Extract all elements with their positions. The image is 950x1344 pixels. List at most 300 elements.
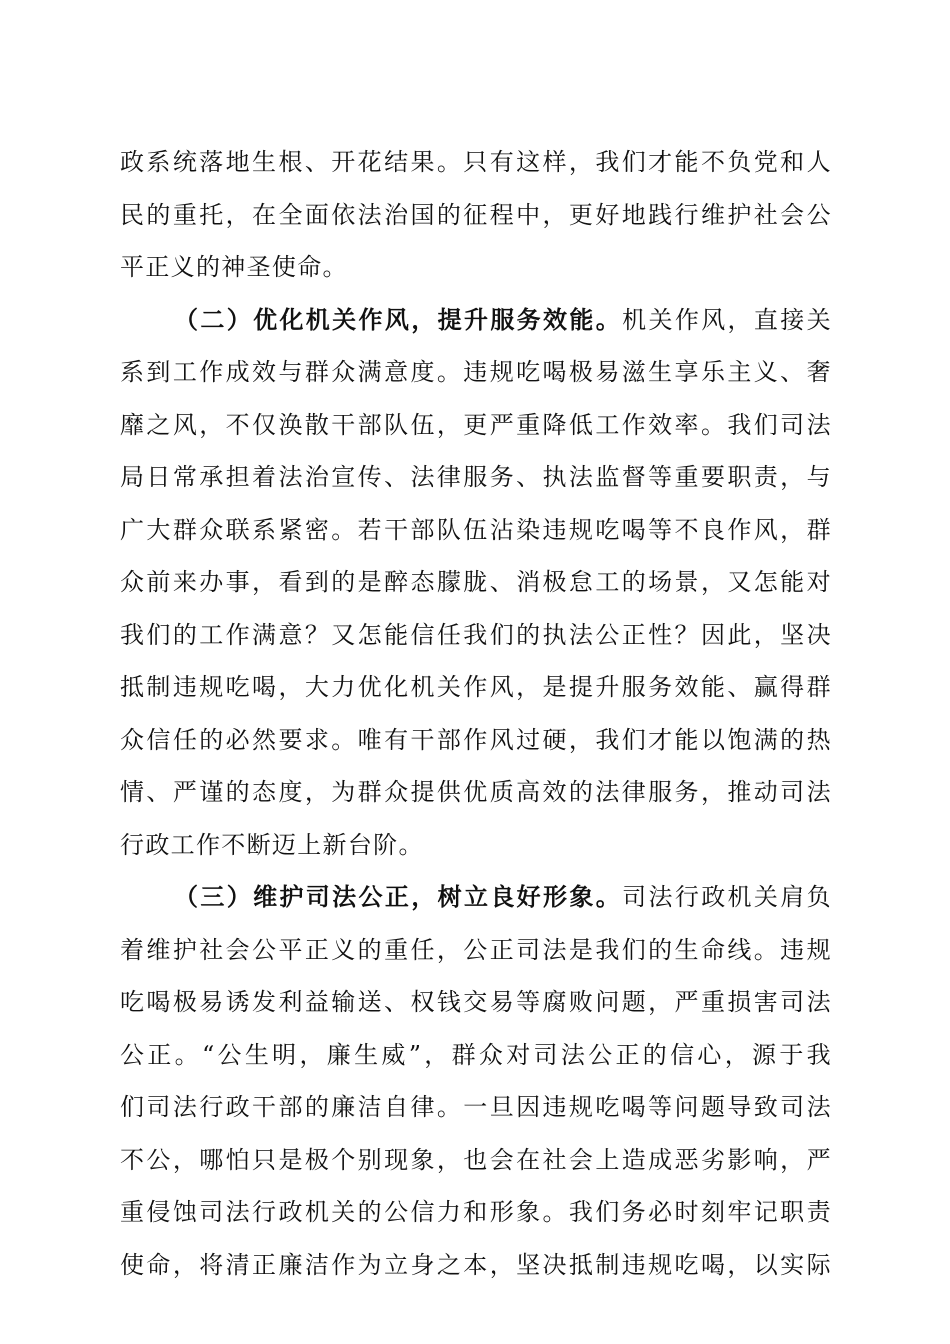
text-char: ， xyxy=(780,463,806,491)
text-char: 是 xyxy=(542,673,568,701)
text-char: 常 xyxy=(172,463,199,491)
text-char: 联 xyxy=(225,515,251,544)
text-char: 干 xyxy=(252,1093,278,1121)
text-char: 严 xyxy=(489,410,515,439)
text-char: 在 xyxy=(252,200,278,229)
text-char: 升 xyxy=(595,673,621,701)
text-char: 风 xyxy=(701,305,727,334)
text-char: 群 xyxy=(806,515,832,544)
text-char: ， xyxy=(753,620,780,649)
text-char: 。 xyxy=(700,410,727,439)
text-char: 正 xyxy=(145,253,171,281)
text-char: 涣 xyxy=(278,410,304,439)
text-char: 乐 xyxy=(700,358,727,386)
text-char: 肩 xyxy=(780,883,806,911)
text-char: 心 xyxy=(697,1040,723,1069)
heading-char: 良 xyxy=(490,882,516,911)
text-char: 我 xyxy=(806,1040,832,1069)
text-char: 极 xyxy=(172,988,199,1016)
text-char: 来 xyxy=(172,568,199,596)
text-char: 害 xyxy=(753,988,780,1016)
text-char: 、 xyxy=(384,988,410,1016)
text-char: 等 xyxy=(648,463,674,491)
text-char: 易 xyxy=(489,988,515,1016)
text-char: 旦 xyxy=(489,1093,515,1121)
text-char: 这 xyxy=(516,148,542,176)
text-char: 使 xyxy=(271,253,298,281)
text-char: 部 xyxy=(436,725,463,754)
text-line xyxy=(120,714,832,767)
text-char: 关 xyxy=(806,305,832,334)
text-char: 事 xyxy=(225,568,251,596)
text-char: 地 xyxy=(225,148,251,176)
text-char: 正 xyxy=(489,935,515,964)
text-char: 会 xyxy=(568,1145,595,1174)
text-char: 征 xyxy=(463,200,489,229)
text-char: 国 xyxy=(410,200,436,229)
text-char: ， xyxy=(424,1040,450,1069)
text-char: 法 xyxy=(806,988,832,1016)
text-char: 法 xyxy=(357,200,383,229)
text-char: 承 xyxy=(199,463,225,491)
text-char: 本 xyxy=(463,1250,489,1279)
text-char: 断 xyxy=(246,830,272,859)
text-char: 任 xyxy=(172,725,199,754)
text-char: 群 xyxy=(451,1040,477,1069)
text-char: 之 xyxy=(146,410,172,439)
text-char: 正 xyxy=(147,1040,173,1069)
heading-char: ） xyxy=(226,882,253,911)
text-char: 别 xyxy=(357,1145,383,1174)
text-char: 导 xyxy=(727,1093,753,1121)
text-char: 法 xyxy=(648,883,674,911)
text-char: 利 xyxy=(278,988,304,1016)
text-char: 众 xyxy=(120,568,146,596)
text-char: 维 xyxy=(700,200,727,229)
text-char: 、 xyxy=(489,568,515,596)
text-char: 社 xyxy=(199,935,225,964)
text-char: 台 xyxy=(347,830,374,859)
text-char: 民 xyxy=(120,200,146,229)
text-char: 因 xyxy=(700,620,727,649)
text-char: 司 xyxy=(622,883,648,911)
text-char: 伍 xyxy=(410,410,436,439)
heading-char: 能 xyxy=(569,304,595,334)
text-char: ， xyxy=(700,778,727,806)
text-char: 我 xyxy=(595,148,621,176)
text-char: 公 xyxy=(463,935,489,964)
text-char: 高 xyxy=(516,778,542,806)
text-char: 重 xyxy=(384,935,410,964)
text-char: 生 xyxy=(648,358,674,386)
text-char: 重 xyxy=(120,1198,146,1226)
text-char: 劣 xyxy=(700,1145,727,1174)
text-char: 部 xyxy=(357,410,383,439)
text-char: 全 xyxy=(278,200,304,229)
text-char: 制 xyxy=(595,1250,621,1279)
text-char: 工 xyxy=(595,410,621,439)
text-char: ， xyxy=(516,673,542,701)
text-char: 公 xyxy=(588,1040,614,1069)
text-char: 。 xyxy=(322,253,348,281)
text-char: 机 xyxy=(410,673,436,701)
text-char: 吃 xyxy=(516,358,542,386)
text-char: 作 xyxy=(674,305,701,334)
text-char: 散 xyxy=(304,410,331,439)
text-char: 化 xyxy=(384,673,410,701)
text-char: 社 xyxy=(542,1145,568,1174)
text-char: 关 xyxy=(648,305,674,334)
text-char: 信 xyxy=(146,725,172,754)
text-char: 只 xyxy=(463,148,489,176)
text-char: 在 xyxy=(516,1145,542,1174)
text-char: 我 xyxy=(595,935,621,964)
text-char: 性 xyxy=(648,620,674,649)
text-line xyxy=(120,241,832,294)
text-char: 效 xyxy=(542,778,568,806)
text-char: 怠 xyxy=(568,568,595,596)
text-char: 地 xyxy=(621,200,648,229)
text-char: 使 xyxy=(120,1250,146,1279)
text-char: 洁 xyxy=(357,1093,383,1121)
text-line xyxy=(120,1029,832,1082)
text-char: 严 xyxy=(674,988,700,1016)
text-char: ？ xyxy=(674,620,700,649)
text-char: 又 xyxy=(331,620,357,649)
text-char: 严 xyxy=(172,778,199,806)
text-char: 威 xyxy=(381,1040,407,1069)
text-char: 风 xyxy=(489,673,515,701)
text-char: 司 xyxy=(199,1198,225,1226)
text-char: 成 xyxy=(648,1145,674,1174)
text-char: 等 xyxy=(648,515,674,544)
text-char: 样 xyxy=(542,148,568,176)
text-char: 干 xyxy=(410,725,436,754)
text-char: 局 xyxy=(120,463,146,491)
heading-char: 风 xyxy=(384,304,411,334)
text-char: 们 xyxy=(146,620,172,649)
heading-char: 提 xyxy=(437,304,463,334)
text-char: 动 xyxy=(753,778,780,806)
text-char: 不 xyxy=(674,515,700,544)
text-char: 伍 xyxy=(463,515,489,544)
text-char: 部 xyxy=(278,1093,304,1121)
text-char: ， xyxy=(648,988,674,1016)
text-char: 命 xyxy=(700,935,727,964)
text-char: 直 xyxy=(753,305,780,334)
text-char: 的 xyxy=(516,620,542,649)
text-char: 命 xyxy=(297,253,323,281)
text-char: 胧 xyxy=(463,568,489,596)
text-char: 也 xyxy=(463,1145,489,1174)
text-char: 法 xyxy=(806,410,832,439)
text-char: 司 xyxy=(780,778,806,806)
text-char: 们 xyxy=(753,410,780,439)
text-char: 情 xyxy=(120,778,146,806)
text-line xyxy=(120,819,832,872)
text-char: 我 xyxy=(120,620,146,649)
text-char: 恶 xyxy=(674,1145,700,1174)
text-char: 交 xyxy=(463,988,489,1016)
text-char: 题 xyxy=(700,1093,727,1121)
text-char: 践 xyxy=(648,200,674,229)
text-char: 信 xyxy=(410,620,436,649)
text-char: 队 xyxy=(384,410,410,439)
text-char: 不 xyxy=(700,148,727,176)
text-char: 供 xyxy=(436,778,463,806)
text-char: 良 xyxy=(700,515,727,544)
text-char: 作 xyxy=(331,1250,357,1279)
text-char: 的 xyxy=(195,253,222,281)
text-char: 沾 xyxy=(489,515,515,544)
text-char: 大 xyxy=(304,673,331,701)
text-char: 果 xyxy=(410,148,436,176)
text-line xyxy=(120,346,832,399)
heading-char: 法 xyxy=(332,882,358,911)
text-char: 们 xyxy=(621,725,648,754)
text-char: 关 xyxy=(331,1198,357,1226)
text-char: 制 xyxy=(146,673,172,701)
text-char: 们 xyxy=(621,935,648,964)
text-char: 输 xyxy=(331,988,357,1016)
text-char: 行 xyxy=(252,1198,278,1226)
text-char: 极 xyxy=(568,358,595,386)
heading-char: ） xyxy=(226,304,253,334)
text-char: 、 xyxy=(516,463,542,491)
text-char: 们 xyxy=(595,1198,621,1226)
text-char: 明 xyxy=(272,1040,298,1069)
text-char: 有 xyxy=(384,725,410,754)
text-char: 司 xyxy=(516,935,542,964)
text-char: 源 xyxy=(752,1040,778,1069)
text-char: 意 xyxy=(278,620,304,649)
text-char: 规 xyxy=(489,358,515,386)
text-char: 又 xyxy=(727,568,753,596)
text-char: 与 xyxy=(278,358,304,386)
text-char: 律 xyxy=(410,1093,436,1121)
text-char: 为 xyxy=(357,1250,383,1279)
text-char: 不 xyxy=(120,1145,146,1174)
text-char: 坚 xyxy=(780,620,806,649)
text-char: 正 xyxy=(615,1040,641,1069)
text-char: 严 xyxy=(806,1145,832,1174)
text-char: 的 xyxy=(357,1198,383,1226)
text-char: ， xyxy=(780,515,806,544)
text-char: 公 xyxy=(217,1040,243,1069)
text-char: 题 xyxy=(621,988,648,1016)
text-char: 治 xyxy=(304,463,331,491)
text-line xyxy=(120,1081,832,1134)
text-char: 。 xyxy=(331,725,357,754)
text-char: 的 xyxy=(146,200,172,229)
text-char: 风 xyxy=(753,515,780,544)
text-char: 必 xyxy=(648,1198,674,1226)
text-char: 的 xyxy=(304,1093,331,1121)
text-char: 享 xyxy=(674,358,700,386)
heading-char: 维 xyxy=(253,882,279,911)
text-char: ， xyxy=(780,1145,806,1174)
text-char: 抵 xyxy=(568,1250,595,1279)
text-char: 质 xyxy=(489,778,515,806)
text-char: 效 xyxy=(674,673,700,701)
text-char: 吃 xyxy=(595,515,621,544)
text-char: 重 xyxy=(516,410,542,439)
text-char: 醉 xyxy=(384,568,410,596)
text-char: 新 xyxy=(322,830,348,859)
text-char: 行 xyxy=(199,1093,225,1121)
text-char: 正 xyxy=(252,1250,278,1279)
text-char: 程 xyxy=(489,200,515,229)
text-char: ” xyxy=(408,1040,423,1069)
text-char: 靡 xyxy=(120,410,146,439)
text-char: 等 xyxy=(648,1093,674,1121)
text-char: 、 xyxy=(727,673,753,701)
text-char: ， xyxy=(727,305,753,334)
text-char: 宣 xyxy=(331,463,357,491)
text-char: 易 xyxy=(595,358,621,386)
text-char: 的 xyxy=(568,778,595,806)
text-line xyxy=(120,451,832,504)
text-char: 司 xyxy=(780,1093,806,1121)
text-char: 会 xyxy=(225,935,251,964)
text-char: 硬 xyxy=(542,725,568,754)
text-char: 接 xyxy=(780,305,806,334)
text-char: 和 xyxy=(780,148,806,176)
text-char: 众 xyxy=(199,515,225,544)
text-char: ， xyxy=(304,778,331,806)
text-char: 的 xyxy=(621,568,648,596)
text-char: 、 xyxy=(146,778,172,806)
text-line xyxy=(120,189,832,242)
text-char: 法 xyxy=(568,620,595,649)
text-char: 服 xyxy=(621,673,648,701)
text-char: 们 xyxy=(120,1093,146,1121)
heading-char: （ xyxy=(174,882,200,911)
text-char: 人 xyxy=(806,148,832,176)
text-char: 为 xyxy=(331,778,357,806)
text-char: 度 xyxy=(410,358,436,386)
text-char: 部 xyxy=(410,515,436,544)
text-char: 的 xyxy=(436,200,463,229)
text-char: 政 xyxy=(120,148,146,176)
text-char: 开 xyxy=(331,148,357,176)
text-char: 诱 xyxy=(225,988,251,1016)
text-char: 服 xyxy=(648,778,674,806)
text-char: 喝 xyxy=(252,673,278,701)
text-char: 极 xyxy=(542,568,568,596)
text-char: 要 xyxy=(700,463,727,491)
text-char: 能 xyxy=(674,148,700,176)
text-char: 担 xyxy=(225,463,251,491)
text-char: 重 xyxy=(674,463,700,491)
text-char: 造 xyxy=(621,1145,648,1174)
text-line xyxy=(120,924,832,977)
text-char: 违 xyxy=(172,673,199,701)
text-char: 违 xyxy=(542,1093,568,1121)
text-char: 、 xyxy=(780,358,806,386)
heading-char: 。 xyxy=(595,304,622,334)
text-char: 饱 xyxy=(727,725,753,754)
text-char: 公 xyxy=(595,620,621,649)
text-char: 低 xyxy=(568,410,595,439)
text-char: ， xyxy=(489,1250,515,1279)
text-char: 党 xyxy=(753,148,780,176)
text-char: 结 xyxy=(384,148,410,176)
text-char: 效 xyxy=(648,410,674,439)
text-char: 主 xyxy=(727,358,753,386)
text-char: 根 xyxy=(278,148,304,176)
text-char: 规 xyxy=(568,515,595,544)
text-char: 风 xyxy=(489,725,515,754)
text-char: 任 xyxy=(410,935,436,964)
text-char: 败 xyxy=(568,988,595,1016)
text-char: 政 xyxy=(145,830,171,859)
heading-char: 二 xyxy=(200,304,226,334)
text-char: 规 xyxy=(648,1250,674,1279)
text-char: 系 xyxy=(252,515,278,544)
text-char: 。 xyxy=(436,358,463,386)
text-char: 任 xyxy=(436,620,463,649)
text-char: 法 xyxy=(410,463,436,491)
text-char: 督 xyxy=(621,463,648,491)
text-char: 景 xyxy=(674,568,700,596)
text-char: 司 xyxy=(780,410,806,439)
heading-char: ， xyxy=(411,304,437,334)
heading-char: 作 xyxy=(358,304,384,334)
text-char: 风 xyxy=(172,410,199,439)
text-char: 决 xyxy=(542,1250,568,1279)
text-char: 因 xyxy=(516,1093,542,1121)
text-char: 的 xyxy=(648,935,674,964)
text-char: 对 xyxy=(806,568,832,596)
text-char: 司 xyxy=(533,1040,559,1069)
text-char: 我 xyxy=(595,725,621,754)
text-char: 立 xyxy=(384,1250,410,1279)
text-char: 工 xyxy=(170,830,196,859)
text-char: 行 xyxy=(120,830,146,859)
text-char: 怎 xyxy=(753,568,780,596)
text-char: 作 xyxy=(199,358,225,386)
text-char: 唯 xyxy=(357,725,383,754)
text-char: 染 xyxy=(516,515,542,544)
text-char: 负 xyxy=(806,883,832,911)
text-char: 职 xyxy=(727,463,753,491)
text-char: 神 xyxy=(221,253,247,281)
text-char: 生 xyxy=(674,935,700,964)
text-char: 廉 xyxy=(326,1040,353,1069)
text-char: 成 xyxy=(225,358,251,386)
text-char: 司 xyxy=(780,988,806,1016)
text-line xyxy=(120,766,832,819)
text-char: 若 xyxy=(357,515,383,544)
text-char: 现 xyxy=(384,1145,410,1174)
heading-char: 效 xyxy=(543,304,569,334)
text-char: 身 xyxy=(410,1250,436,1279)
text-char: 提 xyxy=(568,673,595,701)
text-char: 到 xyxy=(146,358,172,386)
text-char: ， xyxy=(278,673,304,701)
text-char: 极 xyxy=(304,1145,331,1174)
heading-char: 立 xyxy=(463,882,490,911)
text-char: ， xyxy=(724,1040,751,1069)
text-char: 落 xyxy=(199,148,225,176)
text-char: 司 xyxy=(146,1093,172,1121)
text-char: 作 xyxy=(463,673,489,701)
text-char: 负 xyxy=(727,148,753,176)
text-char: 益 xyxy=(304,988,331,1016)
text-char: 上 xyxy=(595,1145,621,1174)
text-char: 和 xyxy=(463,1198,489,1226)
